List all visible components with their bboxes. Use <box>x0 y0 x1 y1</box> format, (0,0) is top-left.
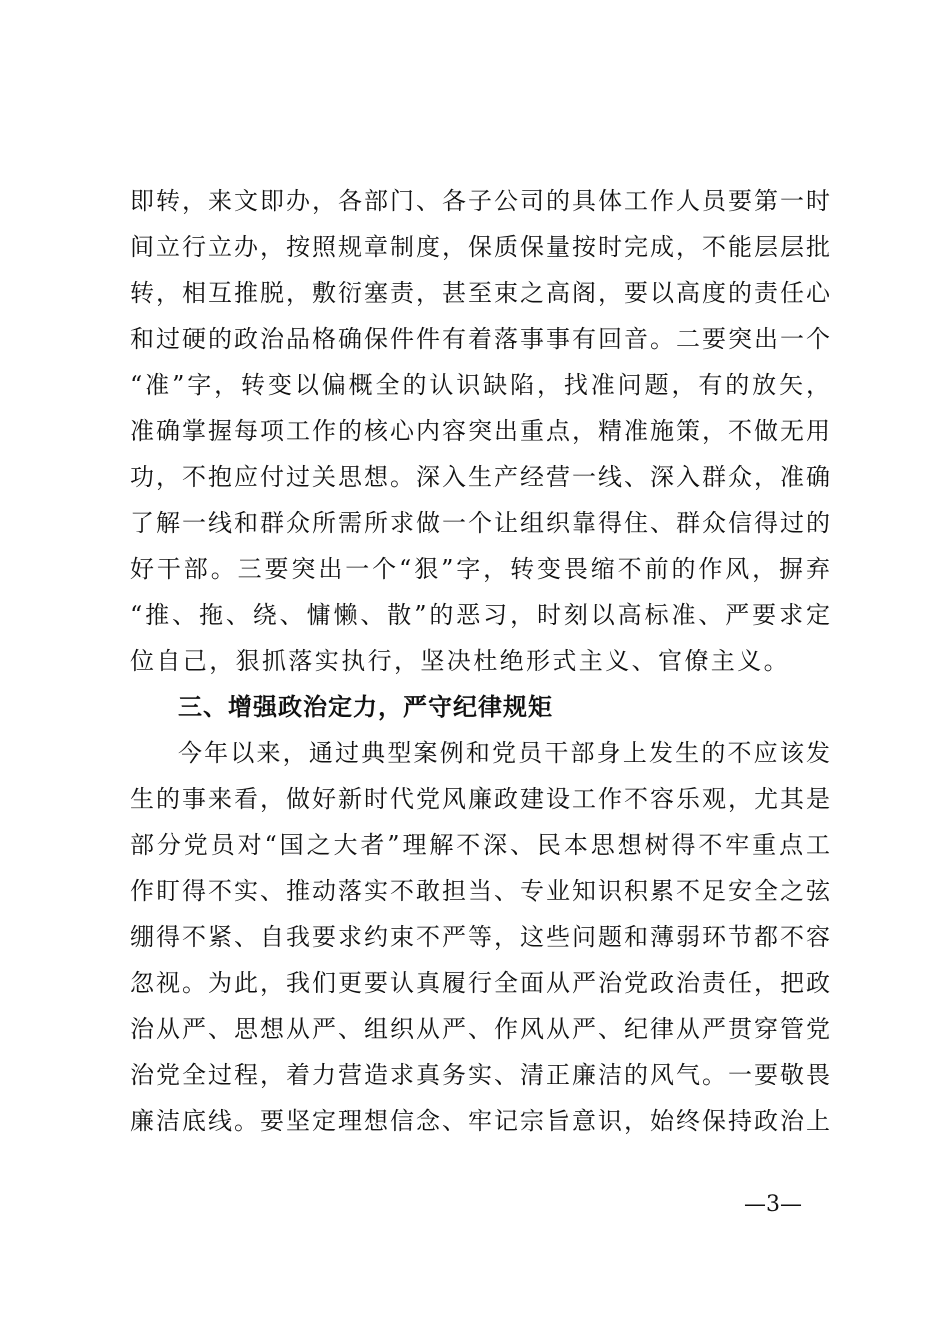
paragraph-2-line-8: 治党全过程，着力营造求真务实、清正廉洁的风气。一要敬畏 <box>130 1061 830 1089</box>
paragraph-2-line-7: 治从严、思想从严、组织从严、作风从严、纪律从严贯穿管党 <box>130 1015 830 1043</box>
paragraph-2-line-5: 绷得不紧、自我要求约束不严等，这些问题和薄弱环节都不容 <box>130 923 830 951</box>
section-heading: 三、增强政治定力，严守纪律规矩 <box>178 693 553 721</box>
paragraph-1-line-10: “推、拖、绕、慵懒、散”的恶习，时刻以高标准、严要求定 <box>130 601 830 629</box>
paragraph-1-line-4: 和过硬的政治品格确保件件有着落事事有回音。二要突出一个 <box>130 325 830 353</box>
paragraph-2-line-6: 忽视。为此，我们更要认真履行全面从严治党政治责任，把政 <box>130 969 830 997</box>
paragraph-1-line-11: 位自己，狠抓落实执行，坚决杜绝形式主义、官僚主义。 <box>130 647 790 675</box>
paragraph-1-line-8: 了解一线和群众所需所求做一个让组织靠得住、群众信得过的 <box>130 509 830 537</box>
paragraph-1-line-1: 即转，来文即办，各部门、各子公司的具体工作人员要第一时 <box>130 187 830 215</box>
paragraph-1-line-6: 准确掌握每项工作的核心内容突出重点，精准施策，不做无用 <box>130 417 830 445</box>
paragraph-2-line-9: 廉洁底线。要坚定理想信念、牢记宗旨意识，始终保持政治上 <box>130 1107 830 1135</box>
paragraph-2-line-2: 生的事来看，做好新时代党风廉政建设工作不容乐观，尤其是 <box>130 785 830 813</box>
paragraph-1-line-9: 好干部。三要突出一个“狠”字，转变畏缩不前的作风，摒弃 <box>130 555 830 583</box>
paragraph-2-line-4: 作盯得不实、推动落实不敢担当、专业知识积累不足安全之弦 <box>130 877 830 905</box>
paragraph-1-line-2: 间立行立办，按照规章制度，保质保量按时完成，不能层层批 <box>130 233 830 261</box>
paragraph-1-line-7: 功，不抱应付过关思想。深入生产经营一线、深入群众，准确 <box>130 463 830 491</box>
paragraph-1-line-5: “准”字，转变以偏概全的认识缺陷，找准问题，有的放矢， <box>130 371 830 399</box>
paragraph-2-line-3: 部分党员对“国之大者”理解不深、民本思想树得不牢重点工 <box>130 831 830 859</box>
page-number: —3— <box>744 1192 802 1217</box>
paragraph-2-line-1: 今年以来，通过典型案例和党员干部身上发生的不应该发 <box>178 739 830 767</box>
paragraph-1-line-3: 转，相互推脱，敷衍塞责，甚至束之高阁，要以高度的责任心 <box>130 279 830 307</box>
